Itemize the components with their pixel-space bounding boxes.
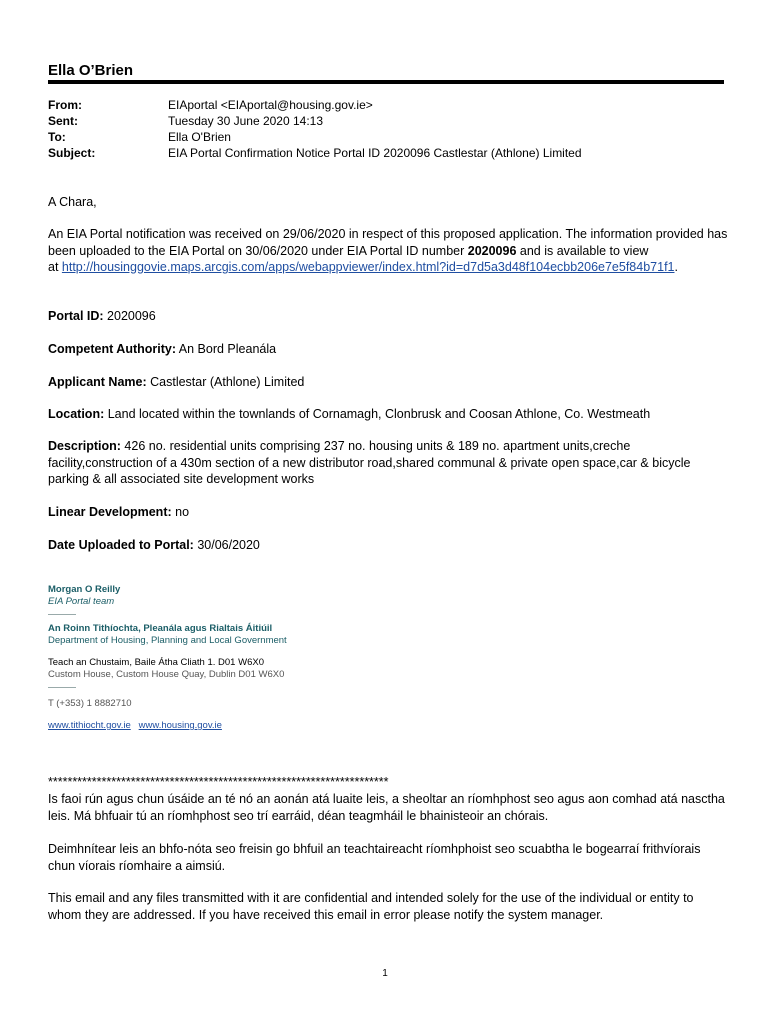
signature-block	[48, 584, 287, 732]
from-value: EIAportal <EIAportal@housing.gov.ie>	[168, 98, 373, 112]
from-label: From:	[48, 98, 82, 112]
subject-label: Subject:	[48, 146, 96, 160]
webappviewer-link[interactable]: http://housinggovie.maps.arcgis.com/apps/webappviewer/index.html?id=d7d5a3d48f104ecbb206e7e5f84b71f1	[61, 260, 675, 274]
location-value: Land located within the townlands of Cornamagh, Clonbrusk and Coosan Athlone, Co. Westmeath	[104, 407, 651, 421]
sent-row	[48, 113, 582, 129]
intro-end: .	[674, 260, 678, 274]
web-link-housing[interactable]: www.housing.gov.ie	[138, 720, 222, 731]
competent-authority-label: Competent Authority:	[48, 342, 176, 356]
to-label: To:	[48, 130, 66, 144]
date-uploaded-value: 30/06/2020	[193, 538, 260, 552]
location-label: Location:	[48, 407, 105, 421]
portal-id-inline: 2020096	[467, 243, 517, 258]
applicant-name-value: Castlestar (Athlone) Limited	[146, 375, 305, 389]
subject-value: EIA Portal Confirmation Notice Portal ID 2020096 Castlestar (Athlone) Limited	[168, 146, 582, 160]
disclaimer-english: This email and any files transmitted with it are confidential and intended solely for the use of the individual or entity to whom they are addressed. If you have received this email in error please notify the system manager.	[48, 891, 694, 922]
portal-id-value: 2020096	[103, 309, 156, 323]
page-number: 1	[382, 968, 388, 979]
linear-development-field	[48, 504, 728, 521]
date-uploaded-field	[48, 537, 728, 554]
description-label: Description:	[48, 439, 121, 453]
address-english: Custom House, Custom House Quay, Dublin D01 W6X0	[48, 669, 285, 680]
from-row	[48, 97, 582, 113]
location-field	[48, 406, 728, 423]
mailbox-owner-name: Ella O’Brien	[48, 62, 134, 79]
header-divider	[48, 80, 724, 84]
intro-text-2: and is available to view	[516, 243, 649, 258]
department-english: Department of Housing, Planning and Local Government	[48, 635, 287, 646]
signature-name: Morgan O Reilly	[48, 584, 121, 595]
email-header	[48, 97, 582, 161]
sent-value: Tuesday 30 June 2020 14:13	[168, 114, 324, 128]
phone-number: T (+353) 1 8882710	[48, 698, 132, 709]
greeting: A Chara,	[48, 195, 97, 209]
disclaimer-irish-1: Is faoi rún agus chun úsáide an té nó an aonán atá luaite leis, a sheoltar an ríomhphost seo agus aon comhad atá nasctha leis. Má bhfuair tú an ríomhphost seo trí earráid, déan teagmháil le bhainisteoir an chórais.	[48, 792, 725, 823]
disclaimer-irish-2: Deimhnítear leis an bhfo-nóta seo freisin go bhfuil an teachtaireacht ríomhphoist seo scuabtha le bogearraí frithvíorais chun víorais ríomhaire a aimsiú.	[48, 842, 701, 873]
address-irish: Teach an Chustaim, Baile Átha Cliath 1. D01 W6X0	[48, 657, 264, 668]
intro-at: at	[48, 260, 62, 274]
web-link-tithiocht[interactable]: www.tithiocht.gov.ie	[48, 720, 131, 731]
competent-authority-value: An Bord Pleanála	[176, 342, 277, 356]
subject-row	[48, 145, 582, 161]
disclaimer-stars: **********************************************************************	[48, 775, 389, 789]
linear-development-label: Linear Development:	[48, 505, 172, 519]
signature-team: EIA Portal team	[48, 596, 115, 607]
intro-text-1: An EIA Portal notification was received on 29/06/2020 in respect of this proposed application. The information provided has been uploaded to the EIA Portal on 30/06/2020 under EIA Portal ID number	[48, 227, 728, 258]
to-row	[48, 129, 582, 145]
competent-authority-field	[48, 341, 728, 358]
intro-paragraph	[48, 226, 728, 276]
linear-development-value: no	[171, 505, 190, 519]
applicant-name-field	[48, 374, 728, 391]
department-irish: An Roinn Tithíochta, Pleanála agus Rialtais Áitiúil	[48, 623, 273, 634]
date-uploaded-label: Date Uploaded to Portal:	[48, 538, 194, 552]
sent-label: Sent:	[48, 114, 78, 128]
portal-id-field	[48, 308, 728, 325]
portal-id-label: Portal ID:	[48, 309, 104, 323]
description-field	[48, 438, 728, 488]
applicant-name-label: Applicant Name:	[48, 375, 147, 389]
description-value: 426 no. residential units comprising 237 no. housing units & 189 no. apartment units,creche facility,construction of a 430m section of a new distributor road,shared communal & private open space,car & bicycle parking & all associated site development works	[48, 439, 691, 486]
to-value: Ella O'Brien	[168, 130, 231, 144]
